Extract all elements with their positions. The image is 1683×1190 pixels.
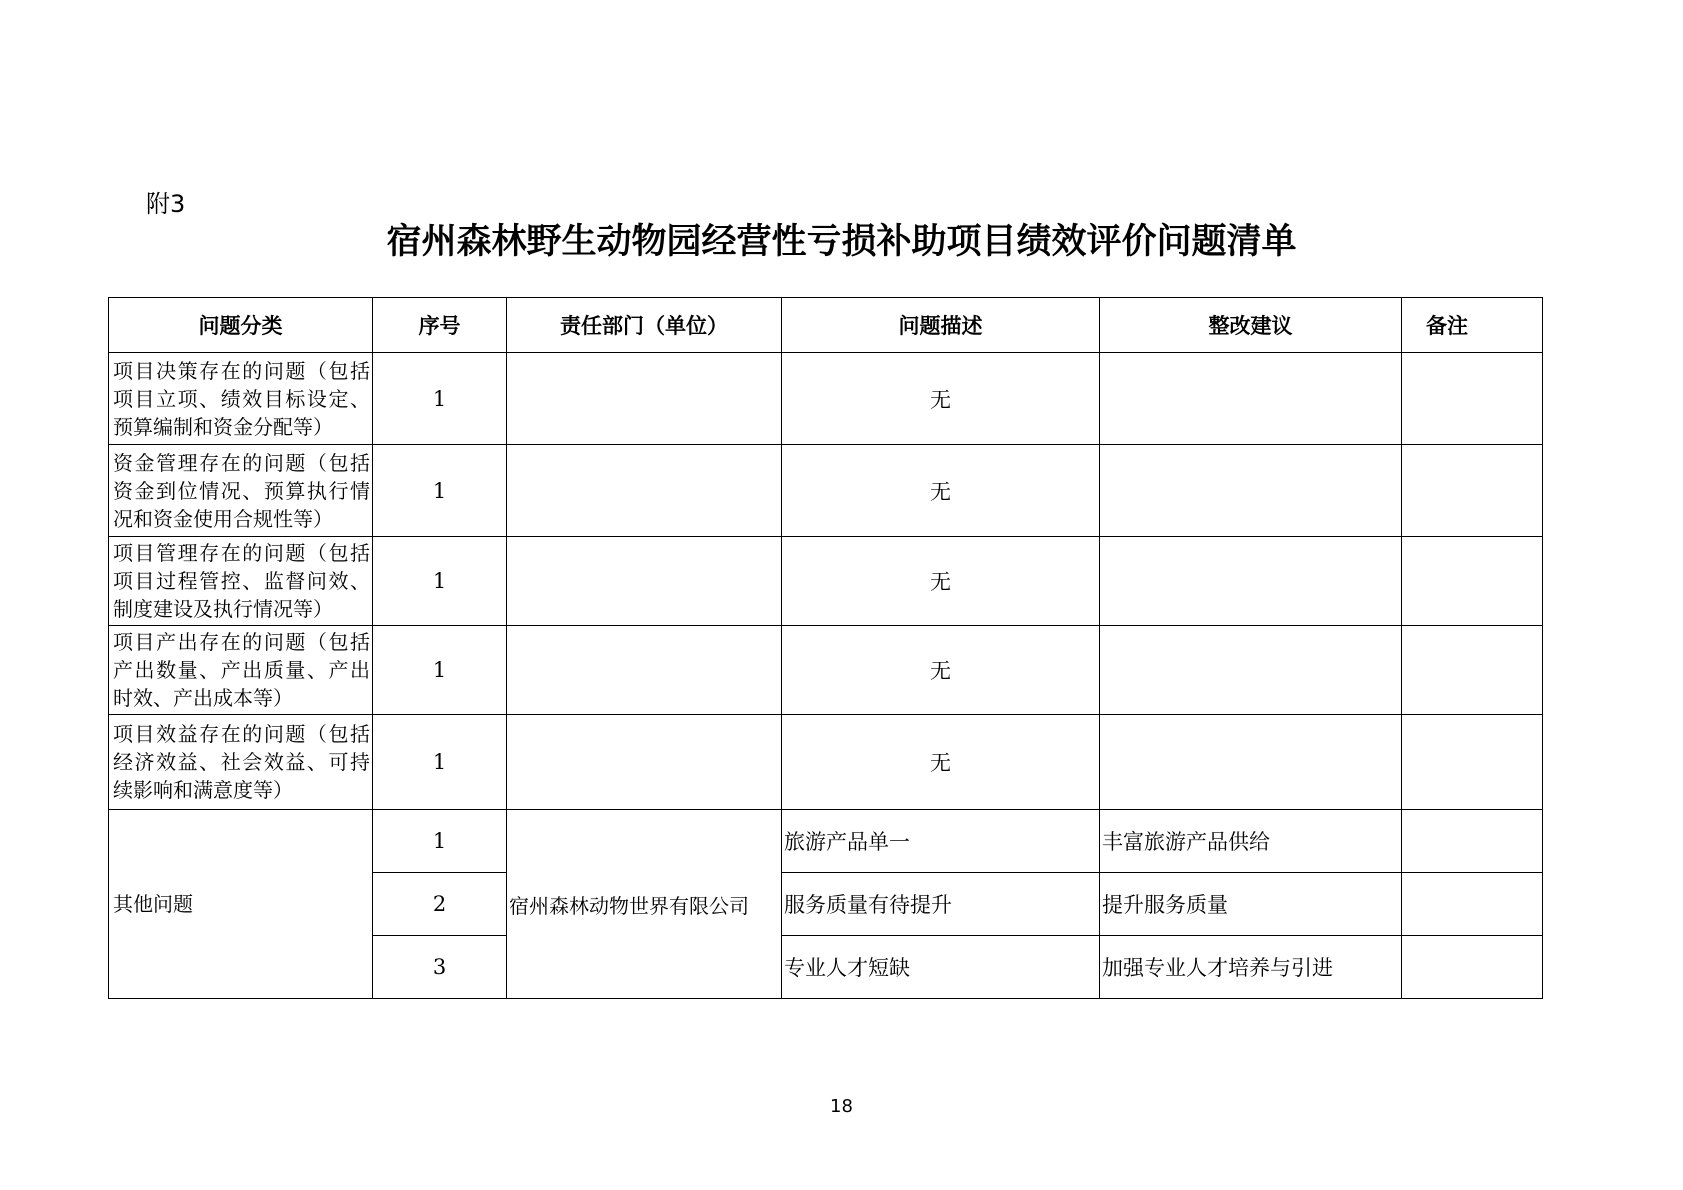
category-cell: 项目决策存在的问题（包括项目立项、绩效目标设定、预算编制和资金分配等）: [109, 353, 373, 445]
header-number: 序号: [373, 298, 507, 353]
suggestion-cell: [1100, 626, 1402, 715]
remark-cell: [1402, 537, 1543, 626]
department-cell: [507, 445, 782, 537]
description-cell: 无: [782, 537, 1100, 626]
remark-cell: [1402, 936, 1543, 999]
other-category-cell: 其他问题: [109, 810, 373, 999]
number-cell: 1: [373, 537, 507, 626]
suggestion-cell: [1100, 353, 1402, 445]
table-row: [109, 353, 1543, 445]
remark-cell: [1402, 810, 1543, 873]
table-row: [109, 715, 1543, 810]
remark-cell: [1402, 715, 1543, 810]
suggestion-cell: [1100, 445, 1402, 537]
suggestion-cell: 丰富旅游产品供给: [1100, 810, 1402, 873]
remark-cell: [1402, 626, 1543, 715]
description-cell: 无: [782, 626, 1100, 715]
table-row: [109, 537, 1543, 626]
table-row: [109, 445, 1543, 537]
description-cell: 服务质量有待提升: [782, 873, 1100, 936]
suggestion-cell: 提升服务质量: [1100, 873, 1402, 936]
suggestion-cell: 加强专业人才培养与引进: [1100, 936, 1402, 999]
header-remark: 备注: [1402, 298, 1543, 353]
category-cell: 项目产出存在的问题（包括产出数量、产出质量、产出时效、产出成本等）: [109, 626, 373, 715]
category-cell: 项目管理存在的问题（包括项目过程管控、监督问效、制度建设及执行情况等）: [109, 537, 373, 626]
number-cell: 1: [373, 626, 507, 715]
issue-table: [108, 297, 1543, 999]
department-cell: [507, 715, 782, 810]
header-description: 问题描述: [782, 298, 1100, 353]
remark-cell: [1402, 445, 1543, 537]
page-number: 18: [830, 1096, 853, 1117]
number-cell: 1: [373, 445, 507, 537]
number-cell: 1: [373, 810, 507, 873]
number-cell: 1: [373, 353, 507, 445]
remark-cell: [1402, 353, 1543, 445]
suggestion-cell: [1100, 537, 1402, 626]
appendix-label: 附3: [146, 190, 186, 218]
table-header-row: [109, 298, 1543, 353]
description-cell: 旅游产品单一: [782, 810, 1100, 873]
category-cell: 资金管理存在的问题（包括资金到位情况、预算执行情况和资金使用合规性等）: [109, 445, 373, 537]
description-cell: 无: [782, 715, 1100, 810]
description-cell: 无: [782, 445, 1100, 537]
header-department: 责任部门（单位）: [507, 298, 782, 353]
category-cell: 项目效益存在的问题（包括经济效益、社会效益、可持续影响和满意度等）: [109, 715, 373, 810]
department-cell: [507, 626, 782, 715]
table-row: [109, 810, 1543, 873]
description-cell: 专业人才短缺: [782, 936, 1100, 999]
number-cell: 1: [373, 715, 507, 810]
number-cell: 2: [373, 873, 507, 936]
header-suggestion: 整改建议: [1100, 298, 1402, 353]
remark-cell: [1402, 873, 1543, 936]
table-row: [109, 626, 1543, 715]
department-cell: [507, 537, 782, 626]
description-cell: 无: [782, 353, 1100, 445]
other-department-cell: 宿州森林动物世界有限公司: [507, 810, 782, 999]
header-category: 问题分类: [109, 298, 373, 353]
department-cell: [507, 353, 782, 445]
document-title: 宿州森林野生动物园经营性亏损补助项目绩效评价问题清单: [386, 221, 1297, 262]
number-cell: 3: [373, 936, 507, 999]
suggestion-cell: [1100, 715, 1402, 810]
